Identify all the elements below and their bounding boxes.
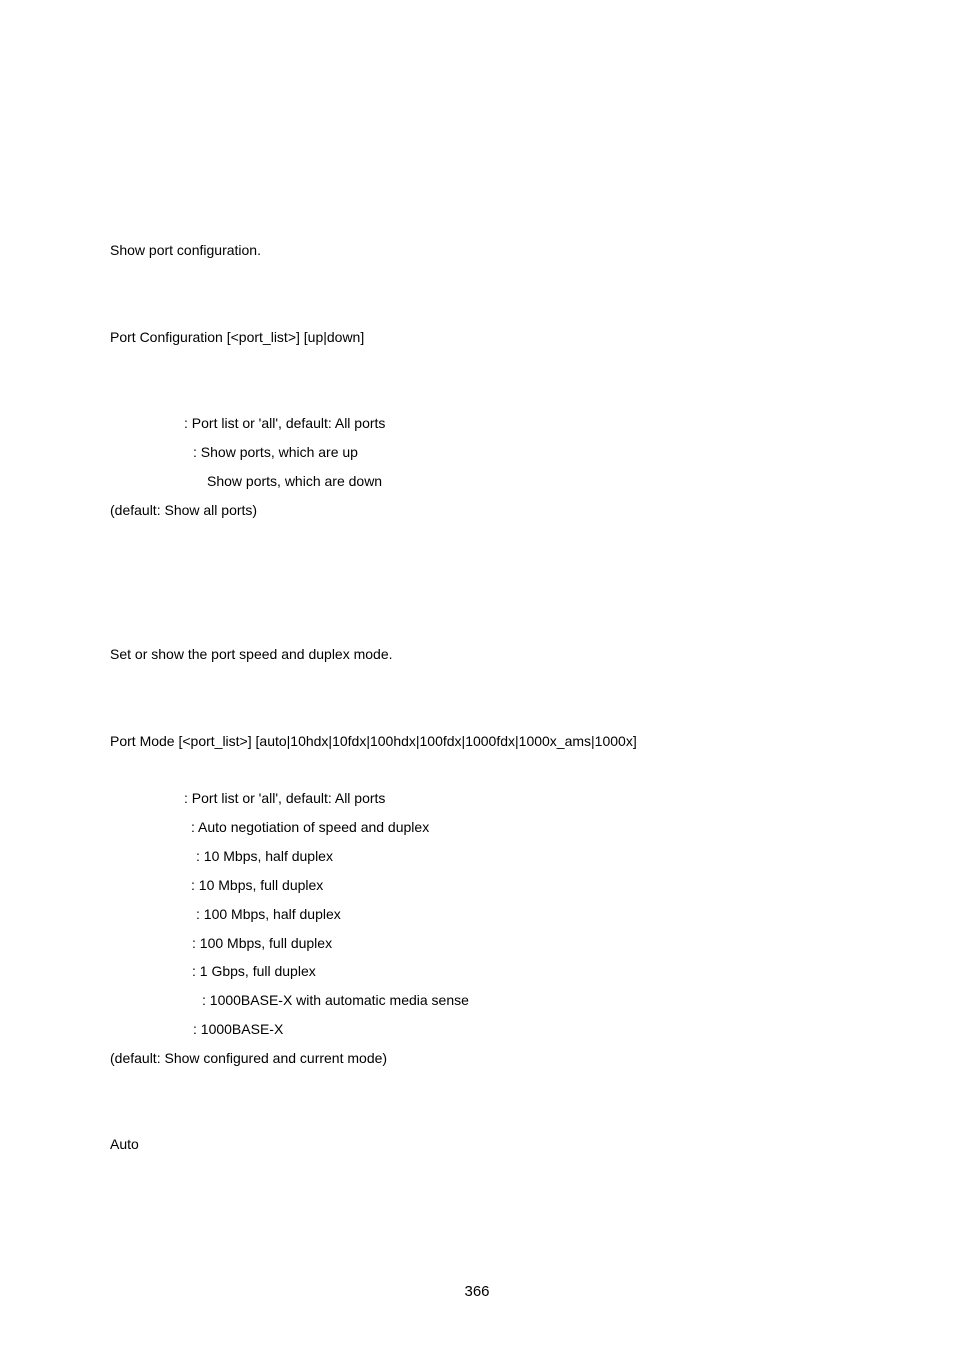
port-mode-param-10hdx: : 10 Mbps, half duplex bbox=[196, 848, 333, 864]
port-mode-param-100fdx: : 100 Mbps, full duplex bbox=[192, 935, 333, 951]
page-number: 366 bbox=[464, 1283, 490, 1300]
port-mode-param-100hdx: : 100 Mbps, half duplex bbox=[196, 906, 341, 922]
port-mode-param-1000x: : 1000BASE-X bbox=[193, 1021, 284, 1037]
port-config-param-up: : Show ports, which are up bbox=[193, 444, 358, 460]
port-mode-param-1000fdx: : 1 Gbps, full duplex bbox=[192, 963, 316, 979]
port-config-param-down: Show ports, which are down bbox=[207, 473, 383, 489]
port-mode-param-10fdx: : 10 Mbps, full duplex bbox=[191, 877, 324, 893]
port-config-description: Show port configuration. bbox=[110, 242, 261, 258]
port-config-default-note: (default: Show all ports) bbox=[110, 502, 258, 518]
port-mode-param-1000x-ams: : 1000BASE-X with automatic media sense bbox=[202, 992, 469, 1008]
port-mode-default-value: Auto bbox=[110, 1136, 139, 1152]
port-config-param-port-list: : Port list or 'all', default: All ports bbox=[184, 415, 386, 431]
port-mode-syntax: Port Mode [<port_list>] [auto|10hdx|10fdx|100hdx|100fdx|1000fdx|1000x_ams|1000x] bbox=[110, 733, 637, 749]
port-mode-default-note: (default: Show configured and current mode) bbox=[110, 1050, 388, 1066]
port-mode-description: Set or show the port speed and duplex mode. bbox=[110, 646, 393, 662]
port-mode-param-auto: : Auto negotiation of speed and duplex bbox=[191, 819, 430, 835]
port-config-syntax: Port Configuration [<port_list>] [up|down] bbox=[110, 329, 365, 345]
port-mode-param-port-list: : Port list or 'all', default: All ports bbox=[184, 790, 386, 806]
